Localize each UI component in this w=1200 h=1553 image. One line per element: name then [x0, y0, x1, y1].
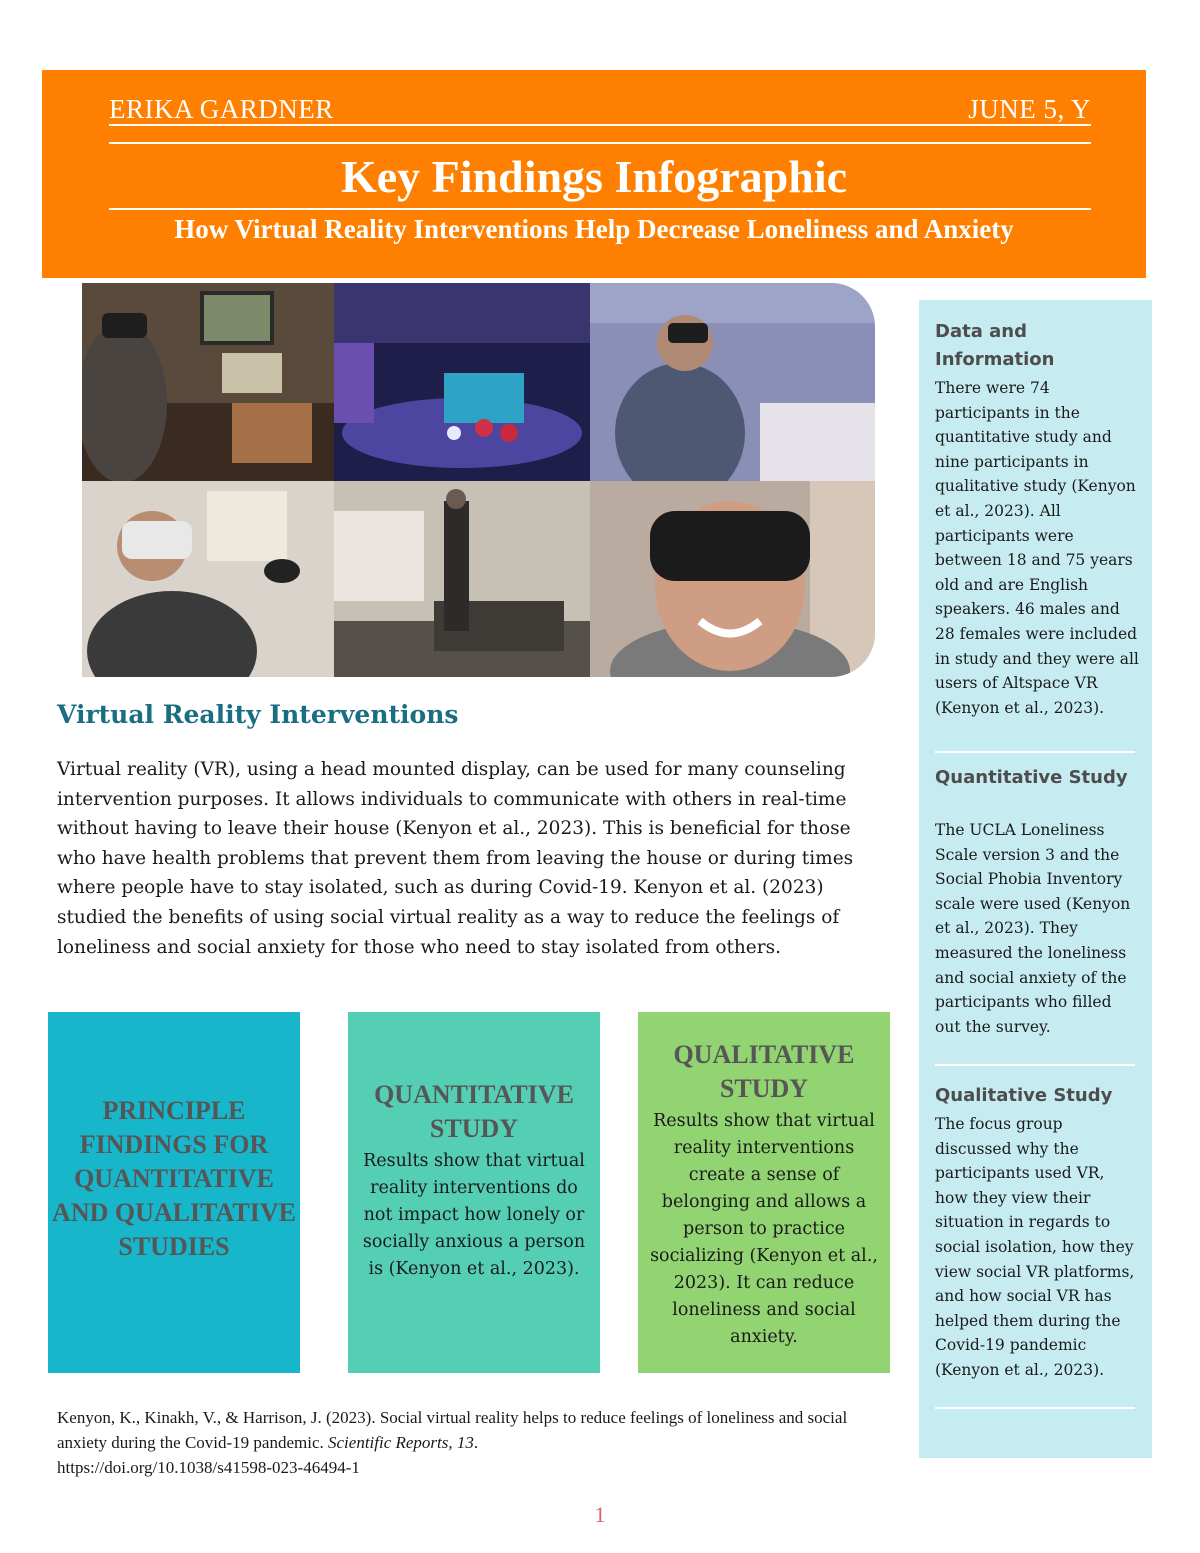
- quantitative-study-text: The UCLA Loneliness Scale version 3 and the Social Phobia Inventory scale were used (Kenyon et al., 2023). They measured the loneliness and social anxiety of the participants who filled out the survey.: [935, 821, 1131, 1036]
- quantitative-findings-text: Results show that virtual reality interventions do not impact how lonely or socially anxious a person is (Kenyon et al., 2023).: [362, 1151, 586, 1279]
- photo-vr-user-in-living-room: [82, 283, 334, 481]
- section-heading: Virtual Reality Interventions: [57, 700, 459, 729]
- photo-vr-user-at-home: [590, 283, 875, 481]
- qualitative-study-heading: Qualitative Study: [935, 1085, 1113, 1106]
- section-body: Virtual reality (VR), using a head mounted display, can be used for many counseling intervention purposes. It allows individuals to communicate with others in real-time without having to leave their house (Kenyon et al., 2023). This is beneficial for those who have health problems that prevent them from leaving the house or during times where people have to stay isolated, such as during Covid-19. Kenyon et al. (2023) studied the benefits of using social virtual reality as a way to reduce the feelings of loneliness and social anxiety for those who need to stay isolated from others.: [57, 759, 854, 958]
- reference-citation: [57, 1405, 857, 1480]
- photo-collage: [82, 283, 875, 677]
- qualitative-findings-title: QUALITATIVE STUDY: [673, 1040, 855, 1103]
- sidebar-divider: [935, 1064, 1135, 1066]
- qualitative-findings-text: Results show that virtual reality interventions create a sense of belonging and allows a person to practice socializing (Kenyon et al., 2023). It can reduce loneliness and social anxiety.: [650, 1111, 878, 1347]
- page-subtitle: How Virtual Reality Interventions Help Decrease Loneliness and Anxiety: [174, 214, 1014, 244]
- header-banner: [42, 70, 1146, 278]
- sidebar-divider: [935, 1407, 1135, 1409]
- document-date: JUNE 5, Y: [968, 94, 1091, 124]
- page-title: Key Findings Infographic: [340, 151, 848, 202]
- photo-smiling-vr-user: [590, 481, 875, 677]
- principle-findings-box: [48, 1012, 300, 1373]
- quantitative-findings-box: [348, 1012, 600, 1373]
- photo-vr-user-walking-in-room: [334, 481, 590, 677]
- reference-period: .: [473, 1433, 479, 1452]
- data-information-text: There were 74 participants in the quantitative study and nine participants in qualitative study (Kenyon et al., 2023). All participants were between 18 and 75 years old and are English speakers. 46 males and 28 females were included in study and they were all users of Altspace VR (Kenyon et al., 2023).: [935, 379, 1139, 717]
- quantitative-study-heading: Quantitative Study: [935, 767, 1128, 788]
- principle-findings-title: PRINCIPLE FINDINGS FOR QUANTITATIVE AND QUALITATIVE STUDIES: [52, 1096, 296, 1261]
- data-information-heading: Data and Information: [935, 321, 1055, 370]
- reference-journal: Scientific Reports, 13: [328, 1433, 474, 1452]
- photo-virtual-social-space: [334, 283, 590, 481]
- quantitative-findings-title: QUANTITATIVE STUDY: [374, 1080, 574, 1143]
- qualitative-findings-box: [638, 1012, 890, 1373]
- photo-vr-user-with-controllers: [82, 481, 334, 677]
- data-information-sidebar: [919, 300, 1152, 1458]
- page-number: 1: [594, 1502, 606, 1527]
- reference-text: Kenyon, K., Kinakh, V., & Harrison, J. (2023). Social virtual reality helps to reduce feelings of loneliness and social anxiety during the Covid-19 pandemic.: [57, 1408, 848, 1452]
- author-name: ERIKA GARDNER: [109, 94, 334, 124]
- qualitative-study-text: The focus group discussed why the participants used VR, how they view their situation in regards to social isolation, how they view social VR platforms, and how social VR has helped them during the Covid-19 pandemic (Kenyon et al., 2023).: [935, 1115, 1135, 1379]
- header-divider: [109, 208, 1091, 210]
- reference-doi-link[interactable]: https://doi.org/10.1038/s41598-023-46494-1: [57, 1458, 360, 1477]
- header-divider: [109, 142, 1091, 144]
- sidebar-divider: [935, 751, 1135, 753]
- header-meta-row: [109, 94, 1091, 126]
